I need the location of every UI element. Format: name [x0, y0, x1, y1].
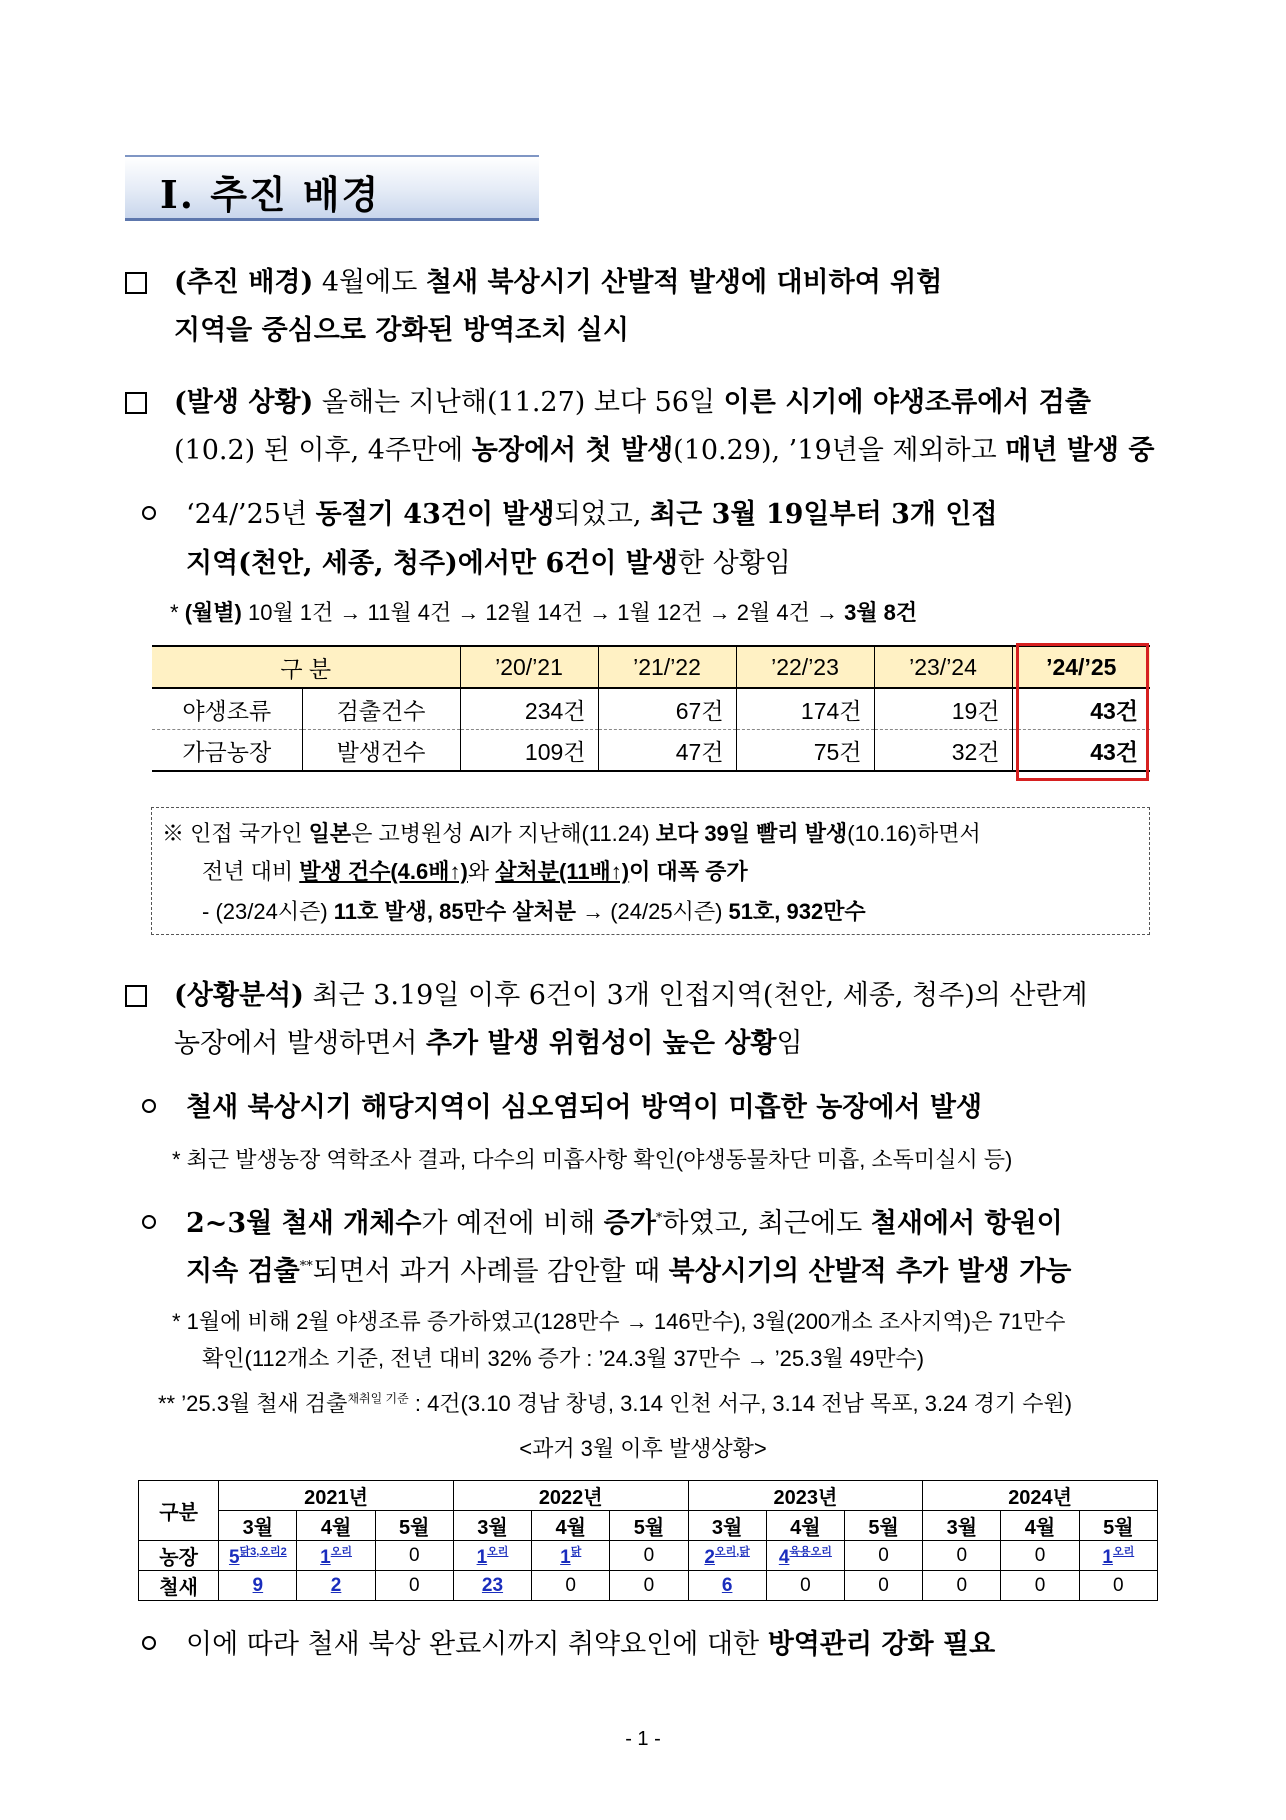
- bird-count: 0: [800, 1574, 811, 1596]
- stats-table: [152, 645, 1150, 772]
- month-cell: 3월: [453, 1511, 531, 1541]
- month-cell: 4월: [532, 1511, 610, 1541]
- value-cell: 47건: [598, 730, 736, 772]
- para5-line1: 철새 북상시기 해당지역이 심오염되어 방역이 미흡한 농장에서 발생: [186, 1092, 983, 1123]
- bird-cell: [766, 1571, 844, 1601]
- para6-note1-line1: * 1월에 비해 2월 야생조류 증가하였고(128만수 → 146만수), 3월(200개소 조사지역)은 71만수: [172, 1309, 1066, 1334]
- row-label-cell: 농장: [139, 1541, 219, 1571]
- month-cell: 3월: [219, 1511, 297, 1541]
- japan-note-line2: 전년 대비 발생 건수(4.6배↑)와 살처분(11배↑)이 대폭 증가: [202, 859, 748, 884]
- farm-cell: [1001, 1541, 1079, 1571]
- farm-species: 닭3,오리2: [239, 1545, 287, 1558]
- para4-line1: (상황분석) 최근 3.19일 이후 6건이 3개 인접지역(천안, 세종, 청주)의 산란계: [174, 980, 1088, 1011]
- stats-header-row: [152, 646, 1150, 688]
- value-cell: 43건: [1012, 730, 1150, 772]
- para5-note: * 최근 발생농장 역학조사 결과, 다수의 미흡사항 확인(야생동물차단 미흡, 소독미실시 등): [172, 1147, 1013, 1172]
- value-cell: 19건: [874, 688, 1012, 730]
- farm-cell: [766, 1541, 844, 1571]
- farm-count: 0: [878, 1544, 889, 1566]
- value-cell: 67건: [598, 688, 736, 730]
- history-month-row: [139, 1511, 1158, 1541]
- japan-note-line3: - (23/24시즌) 11호 발생, 85만수 살처분 → (24/25시즌) 51호, 932만수: [202, 899, 866, 924]
- farm-cell: [844, 1541, 922, 1571]
- month-cell: 4월: [1001, 1511, 1079, 1541]
- bird-cell: [453, 1571, 531, 1601]
- header-cell: 구 분: [152, 646, 460, 688]
- history-bird-row: [139, 1571, 1158, 1601]
- farm-count: 4: [778, 1546, 790, 1568]
- para6-line1: 2~3월 철새 개체수가 예전에 비해 증가*하였고, 최근에도 철새에서 항원이: [186, 1208, 1063, 1239]
- para6-note1-line2: 확인(112개소 기준, 전년 대비 32% 증가 : ’24.3월 37만수 → ’25.3월 49만수): [202, 1346, 925, 1371]
- farm-count: 1: [560, 1546, 571, 1568]
- header-cell: ’24/’25: [1012, 646, 1150, 688]
- header-cell: ’20/’21: [460, 646, 598, 688]
- bird-count: 0: [565, 1574, 576, 1596]
- para1-line1: (추진 배경) 4월에도 철새 북상시기 산발적 발생에 대비하여 위험: [174, 267, 943, 298]
- farm-cell: [688, 1541, 766, 1571]
- para4-line2: 농장에서 발생하면서 추가 발생 위험성이 높은 상황임: [174, 1028, 803, 1059]
- value-cell: 43건: [1012, 688, 1150, 730]
- farm-cell: [219, 1541, 297, 1571]
- value-cell: 75건: [736, 730, 874, 772]
- kind-cell: 발생건수: [302, 730, 460, 772]
- history-table: [138, 1480, 1158, 1601]
- farm-species: 육용오리: [789, 1545, 832, 1558]
- para2-line1: (발생 상황) 올해는 지난해(11.27) 보다 56일 이른 시기에 야생조류에서 검출: [174, 387, 1091, 418]
- checkbox-square-icon: [125, 985, 147, 1007]
- month-cell: 3월: [923, 1511, 1001, 1541]
- section-title: 추진 배경: [210, 172, 381, 217]
- bird-count: 23: [481, 1574, 504, 1596]
- corner-cell: 구분: [139, 1481, 219, 1541]
- year-cell: 2021년: [219, 1481, 454, 1511]
- farm-cell: [1079, 1541, 1157, 1571]
- bird-cell: [1079, 1571, 1157, 1601]
- farm-cell: [453, 1541, 531, 1571]
- month-cell: 5월: [610, 1511, 688, 1541]
- page-number: - 1 -: [625, 1728, 661, 1750]
- history-year-row: [139, 1481, 1158, 1511]
- farm-cell: [297, 1541, 375, 1571]
- bird-count: 0: [408, 1574, 420, 1596]
- year-cell: 2023년: [688, 1481, 923, 1511]
- value-cell: 32건: [874, 730, 1012, 772]
- farm-cell: [375, 1541, 453, 1571]
- para6-note2: ** ’25.3월 철새 검출$^{채취일 기준}$ : 4건(3.10 경남 창녕, 3.14 인천 서구, 3.14 전남 목포, 3.24 경기 수원): [158, 1391, 1073, 1416]
- bird-cell: [297, 1571, 375, 1601]
- year-cell: 2022년: [453, 1481, 688, 1511]
- bird-count: 0: [878, 1574, 889, 1596]
- value-cell: 109건: [460, 730, 598, 772]
- month-cell: 5월: [844, 1511, 922, 1541]
- bird-cell: [688, 1571, 766, 1601]
- year-cell: 2024년: [923, 1481, 1158, 1511]
- month-cell: 4월: [297, 1511, 375, 1541]
- bullet-circle-icon: [142, 1099, 156, 1113]
- farm-species: 오리: [1112, 1545, 1135, 1558]
- bullet-circle-icon: [142, 1215, 156, 1229]
- bird-cell: [923, 1571, 1001, 1601]
- header-cell: ’23/’24: [874, 646, 1012, 688]
- farm-count: 0: [643, 1544, 655, 1566]
- checkbox-square-icon: [125, 272, 147, 294]
- bird-count: 9: [252, 1574, 264, 1596]
- para1-line2: 지역을 중심으로 강화된 방역조치 실시: [174, 315, 629, 346]
- farm-count: 1: [1102, 1546, 1113, 1568]
- history-farm-row: [139, 1541, 1158, 1571]
- para3-line2: 지역(천안, 세종, 청주)에서만 6건이 발생한 상황임: [186, 548, 791, 579]
- bird-count: 2: [330, 1574, 342, 1596]
- para2-line2: (10.2) 된 이후, 4주만에 농장에서 첫 발생(10.29), ’19년을 제외하고 매년 발생 중: [174, 435, 1155, 466]
- history-caption: <과거 3월 이후 발생상황>: [519, 1436, 767, 1461]
- monthly-note: * (월별) 10월 1건 → 11월 4건 → 12월 14건 → 1월 12건 → 2월 4건 → 3월 8건: [170, 600, 918, 625]
- farm-count: 1: [476, 1546, 488, 1568]
- month-cell: 3월: [688, 1511, 766, 1541]
- row-label-cell: 철새: [139, 1571, 219, 1601]
- kind-cell: 검출건수: [302, 688, 460, 730]
- bird-count: 6: [721, 1574, 733, 1596]
- checkbox-square-icon: [125, 392, 147, 414]
- highlight-box: [1016, 643, 1149, 781]
- section-numeral: Ⅰ.: [160, 172, 196, 217]
- bird-cell: [1001, 1571, 1079, 1601]
- para7-line1: 이에 따라 철새 북상 완료시까지 취약요인에 대한 방역관리 강화 필요: [186, 1629, 996, 1660]
- farm-species: 닭: [570, 1545, 582, 1558]
- farm-cell: [923, 1541, 1001, 1571]
- farm-count: 1: [320, 1546, 331, 1568]
- farm-count: 0: [408, 1544, 420, 1566]
- month-cell: 5월: [375, 1511, 453, 1541]
- para3-line1: ‘24/’25년 동절기 43건이 발생되었고, 최근 3월 19일부터 3개 인접: [186, 499, 998, 530]
- bird-cell: [375, 1571, 453, 1601]
- farm-cell: [610, 1541, 688, 1571]
- bird-count: 0: [643, 1574, 655, 1596]
- month-cell: 4월: [766, 1511, 844, 1541]
- bird-cell: [219, 1571, 297, 1601]
- bird-cell: [532, 1571, 610, 1601]
- value-cell: 174건: [736, 688, 874, 730]
- farm-species: 오리,닭: [714, 1545, 750, 1558]
- bird-count: 0: [1034, 1574, 1046, 1596]
- farm-species: 오리: [330, 1545, 352, 1558]
- section-heading: [160, 164, 380, 219]
- farm-count: 2: [704, 1546, 715, 1568]
- table-row: [152, 688, 1150, 730]
- farm-count: 5: [228, 1546, 240, 1568]
- month-cell: 5월: [1079, 1511, 1157, 1541]
- bird-cell: [844, 1571, 922, 1601]
- farm-count: 0: [956, 1544, 968, 1566]
- bullet-circle-icon: [142, 1636, 156, 1650]
- category-cell: 가금농장: [152, 730, 302, 772]
- bird-count: 0: [956, 1574, 968, 1596]
- header-cell: ’21/’22: [598, 646, 736, 688]
- para6-line2: 지속 검출**되면서 과거 사례를 감안할 때 북상시기의 산발적 추가 발생 가능: [186, 1256, 1072, 1287]
- bird-cell: [610, 1571, 688, 1601]
- category-cell: 야생조류: [152, 688, 302, 730]
- header-cell: ’22/’23: [736, 646, 874, 688]
- farm-cell: [532, 1541, 610, 1571]
- value-cell: 234건: [460, 688, 598, 730]
- bullet-circle-icon: [142, 506, 156, 520]
- farm-count: 0: [1034, 1544, 1046, 1566]
- farm-species: 오리: [487, 1545, 509, 1558]
- japan-note-line1: ※ 인접 국가인 일본은 고병원성 AI가 지난해(11.24) 보다 39일 빨리 발생(10.16)하면서: [162, 821, 981, 846]
- bird-count: 0: [1113, 1574, 1124, 1596]
- table-row: [152, 730, 1150, 772]
